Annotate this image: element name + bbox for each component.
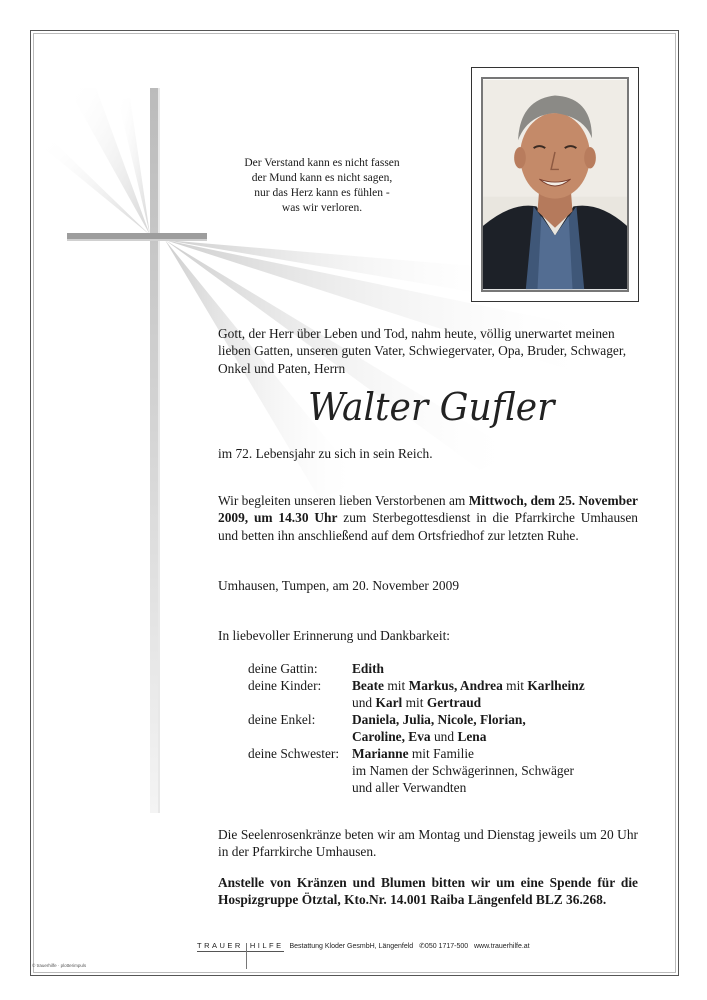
name-edith: Edith [352, 661, 385, 676]
names-schwester [352, 745, 642, 762]
word-mit: mit [506, 678, 525, 693]
names-enkel-2 [352, 728, 642, 745]
names-extra-2: und aller Verwandten [352, 780, 467, 795]
brand-trauer: TRAUER [197, 941, 243, 950]
footer-bar [197, 941, 530, 967]
intro-paragraph [218, 325, 638, 377]
phone-icon: ✆ [419, 943, 425, 950]
rosary-paragraph: Die Seelenrosenkränze beten wir am Montag und Dienstag jeweils um 20 Uhr in der Pfarrkirche Umhausen. [218, 827, 638, 860]
word-und: und [433, 729, 455, 744]
portrait-photo [481, 77, 629, 292]
quote-line: was wir verloren. [281, 202, 363, 214]
funeral-text-post: zum Sterbegottesdienst in die Pfarrkirche Umhausen und betten ihn anschließend auf dem Ortsfriedhof zur letzten Ruhe. [218, 510, 639, 543]
label-enkel: deine Enkel: [248, 712, 316, 727]
label-schwester: deine Schwester: [248, 746, 340, 761]
intro-line: Onkel und Paten, Herrn [218, 360, 346, 376]
label-gattin: deine Gattin: [248, 661, 318, 676]
brand-hilfe: HILFE [249, 941, 284, 950]
names-extra-1: im Namen der Schwägerinnen, Schwäger [352, 763, 574, 778]
word-mit: mit [387, 678, 406, 693]
name-karlheinz: Karlheinz [527, 678, 585, 693]
names-grandchildren-1: Daniela, Julia, Nicole, Florian, [352, 712, 526, 727]
place-date: Umhausen, Tumpen, am 20. November 2009 [218, 578, 460, 593]
name-marianne: Marianne [352, 746, 409, 761]
quote-line: Der Verstand kann es nicht fassen [244, 157, 400, 169]
footer-phone: 050 1717-500 [424, 943, 469, 950]
brand-separator [246, 943, 247, 969]
name-karl: Karl [375, 695, 403, 710]
deceased-name-text: Walter Gufler [308, 385, 555, 429]
footer-web: www.trauerhilfe.at [473, 943, 530, 950]
name-markus-andrea: Markus, Andrea [408, 678, 503, 693]
age-line: im 72. Lebensjahr zu sich in sein Reich. [218, 446, 433, 461]
funeral-paragraph [218, 492, 638, 544]
deceased-name [308, 385, 608, 429]
names-enkel-1 [352, 711, 642, 728]
quote-line: nur das Herz kann es fühlen - [254, 187, 390, 199]
names-grandchildren-2: Caroline, Eva [352, 729, 431, 744]
quote-line: der Mund kann es nicht sagen, [251, 172, 393, 184]
names-kinder-2 [352, 694, 642, 711]
portrait-image [483, 79, 627, 290]
funeral-text-pre: Wir begleiten unseren lieben Verstorbenen am [218, 493, 469, 508]
name-lena: Lena [457, 729, 487, 744]
portrait-frame [471, 67, 639, 302]
intro-line: lieben Gatten, unseren guten Vater, Schwiegervater, Opa, Bruder, Schwager, [218, 343, 627, 359]
copyright-note: © trauerhilfe · plotterimpuls [32, 963, 87, 968]
name-gertraud: Gertraud [426, 695, 482, 710]
intro-line: Gott, der Herr über Leben und Tod, nahm heute, völlig unerwartet meinen [218, 326, 615, 341]
footer-brand [197, 941, 284, 952]
names-gattin [352, 660, 642, 677]
donation-paragraph: Anstelle von Kränzen und Blumen bitten wir um eine Spende für die Hospizgruppe Ötztal, Kto.Nr. 14.001 Raiba Längenfeld BLZ 36.268. [218, 875, 638, 908]
label-kinder: deine Kinder: [248, 678, 322, 693]
footer-company: Bestattung Kloder GesmbH, Längenfeld [289, 943, 414, 950]
name-beate: Beate [352, 678, 384, 693]
memorial-quote [232, 156, 412, 216]
text-mit-familie: mit Familie [411, 746, 475, 761]
funeral-date: Mittwoch, dem 25. November 2009, um 14.30 Uhr [218, 493, 638, 526]
word-und: und [352, 695, 373, 710]
memory-line: In liebevoller Erinnerung und Dankbarkeit: [218, 628, 451, 643]
word-mit: mit [405, 695, 424, 710]
names-kinder-1 [352, 677, 642, 694]
